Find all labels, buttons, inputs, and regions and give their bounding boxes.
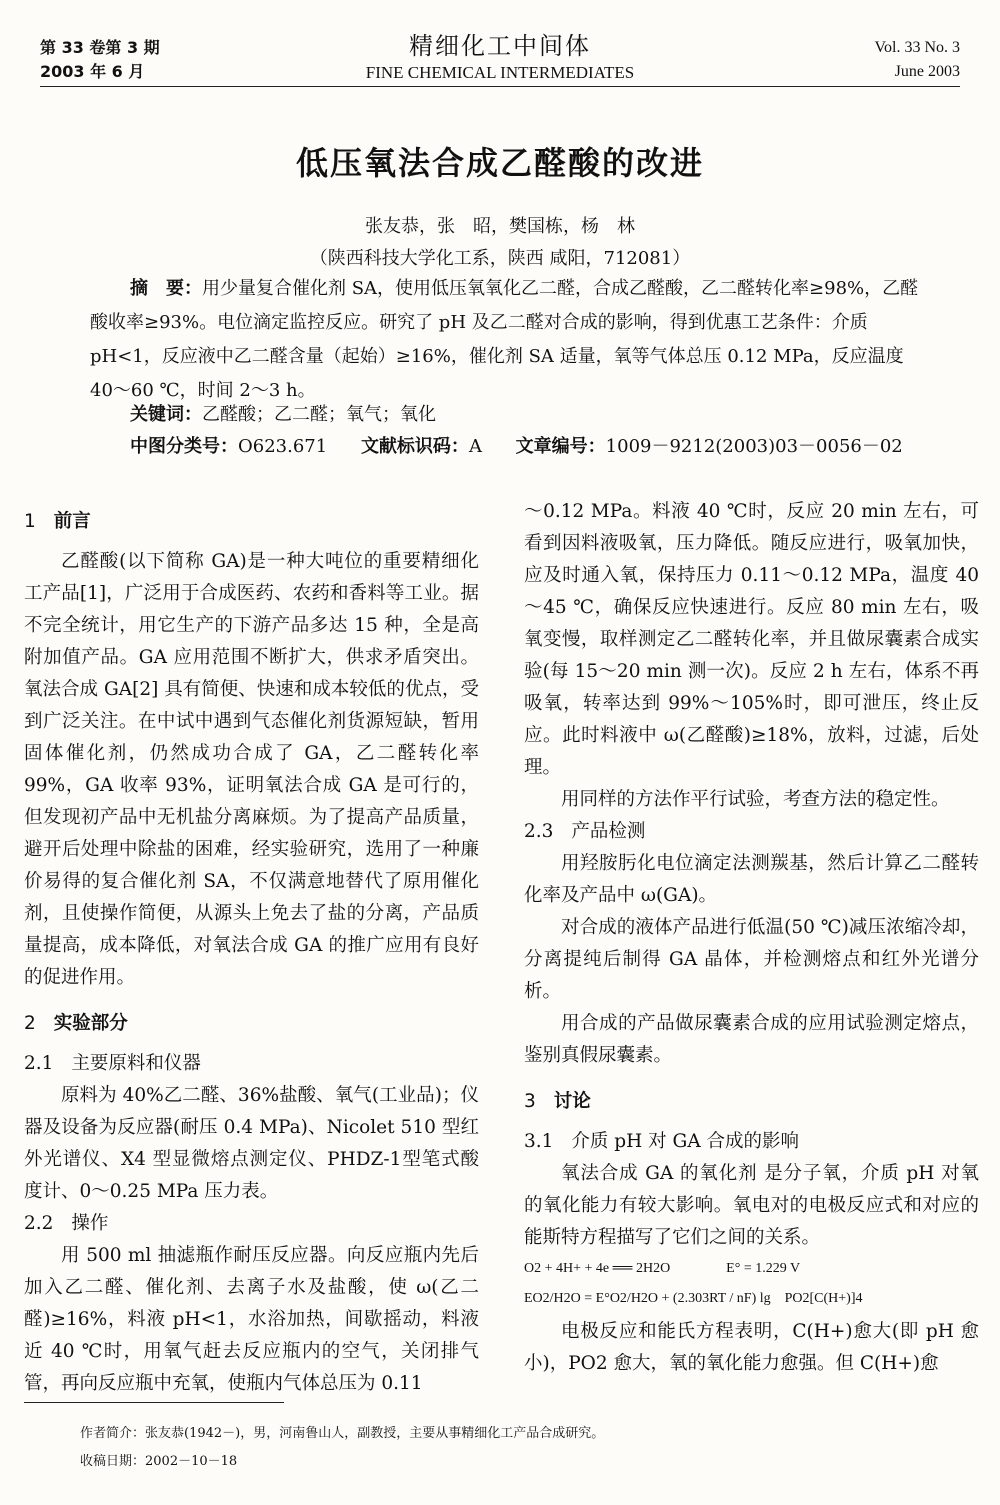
paragraph: 用合成的产品做尿囊素合成的应用试验测定熔点，鉴别真假尿囊素。	[524, 1013, 979, 1066]
subsection-heading: 3.1 介质 pH 对 GA 合成的影响	[524, 1131, 800, 1152]
doc-code-label: 文献标识码：	[360, 436, 469, 457]
article-number-label: 文章编号：	[515, 436, 606, 457]
subsection-heading: 2.1 主要原料和仪器	[24, 1053, 201, 1074]
article-title: 低压氧法合成乙醛酸的改进	[295, 144, 704, 182]
footnote	[80, 1420, 604, 1476]
section-heading: 2 实验部分	[24, 1013, 128, 1034]
keywords-text: 乙醛酸；乙二醛；氧气；氧化	[202, 404, 436, 425]
affiliation: （陕西科技大学化工系，陕西 咸阳，712081）	[309, 248, 691, 269]
paragraph: 原料为 40%乙二醛、36%盐酸、氧气(工业品)；仪器及设备为反应器(耐压 0.4 MPa)、Nicolet 510 型红外光谱仪、X4 型显微熔点测定仪、PHDZ-1型笔式酸度计、0～0.25 MPa 压力表。	[24, 1085, 479, 1202]
paragraph: ～0.12 MPa。料液 40 ℃时，反应 20 min 左右，可看到因料液吸氧，压力降低。随反应进行，吸氧加快，应及时通入氧，保持压力 0.11～0.12 MPa，温度 40～45 ℃，确保反应快速进行。反应 80 min 左右，吸氧变慢，取样测定乙二醛转化率，并且做尿囊素合成实验(每 15～20 min 测一次)。反应 2 h 左右，体系不再吸氧，转率达到 99%～105%时，即可泄压，终止反应。此时料液中 ω(乙醛酸)≥18%，放料，过滤，后处理。	[524, 501, 979, 778]
volume-cn: 第 33 卷第 3 期	[40, 38, 160, 57]
paragraph: 电极反应和能氏方程表明，C(H+)愈大(即 pH 愈小)，PO2 愈大，氧的氧化能力愈强。但 C(H+)愈	[524, 1321, 979, 1374]
keywords	[130, 402, 436, 428]
volume-en: Vol. 33 No. 3	[874, 39, 960, 56]
section-heading: 3 讨论	[524, 1091, 591, 1112]
journal-name	[320, 26, 680, 83]
journal-title-en: FINE CHEMICAL INTERMEDIATES	[365, 63, 635, 82]
equation-electrode-reaction: O2 + 4H+ + 4e ══ 2H2O E° = 1.229 V	[524, 1261, 801, 1276]
left-column	[24, 496, 479, 1400]
paragraph: 乙醛酸(以下简称 GA)是一种大吨位的重要精细化工产品[1]，广泛用于合成医药、农药和香料等工业。据不完全统计，用它生产的下游产品多达 15 种，全是高附加值产品。GA 应用范围不断扩大，供求矛盾突出。氧法合成 GA[2] 具有简便、快速和成本较低的优点，受到广泛关注。在中试中遇到气态催化剂货源短缺，暂用固体催化剂，仍然成功合成了 GA，乙二醛转化率 99%，GA 收率 93%，证明氧法合成 GA 是可行的，但发现初产品中无机盐分离麻烦。为了提高产品质量，避开后处理中除盐的困难，经实验研究，选用了一种廉价易得的复合催化剂 SA，不仅满意地替代了原用催化剂，且使操作简便，从源头上免去了盐的分离，产品质量提高，成本降低，对氧法合成 GA 的推广应用有良好的促进作用。	[24, 551, 479, 988]
author-bio: 作者简介：张友恭(1942－)，男，河南鲁山人，副教授，主要从事精细化工产品合成研究。	[80, 1426, 605, 1441]
date-cn: 2003 年 6 月	[40, 62, 145, 81]
clc-code: O623.671	[238, 436, 328, 457]
clc-label: 中图分类号：	[130, 436, 238, 457]
subsection-heading: 2.3 产品检测	[524, 821, 646, 842]
doc-code: A	[468, 436, 482, 457]
section-heading: 1 前言	[24, 511, 91, 532]
subsection-heading: 2.2 操作	[24, 1213, 109, 1234]
authors: 张友恭，张 昭，樊国栋，杨 林	[365, 216, 635, 237]
article-number: 1009－9212(2003)03－0056－02	[605, 436, 903, 457]
abstract-text: 用少量复合催化剂 SA，使用低压氧氧化乙二醛，合成乙醛酸，乙二醛转化率≥98%，乙醛酸收率≥93%。电位滴定监控反应。研究了 pH 及乙二醛对合成的影响，得到优惠工艺条件：介质 pH<1，反应液中乙二醛含量（起始）≥16%，催化剂 SA 适量，氧等气体总压 0.12 MPa，反应温度 40～60 ℃，时间 2～3 h。	[90, 278, 919, 401]
journal-title-cn: 精细化工中间体	[409, 32, 591, 60]
footnote-rule	[24, 1402, 284, 1403]
received-date: 收稿日期：2002－10－18	[80, 1454, 238, 1469]
header-rule	[40, 86, 960, 87]
paragraph: 用羟胺肟化电位滴定法测羰基，然后计算乙二醛转化率及产品中 ω(GA)。	[524, 853, 979, 906]
right-column	[524, 496, 979, 1380]
issue-info-cn	[40, 36, 160, 84]
issue-info-en	[875, 36, 961, 84]
paragraph: 用同样的方法作平行试验，考查方法的稳定性。	[561, 789, 950, 810]
keywords-label: 关键词：	[130, 404, 202, 425]
paragraph: 对合成的液体产品进行低温(50 ℃)减压浓缩冷却，分离提纯后制得 GA 晶体，并检测熔点和红外光谱分析。	[524, 917, 979, 1002]
equation-nernst: EO2/H2O = E°O2/H2O + (2.303RT / nF) lg PO2[C(H+)]4	[524, 1291, 863, 1306]
paragraph: 氧法合成 GA 的氧化剂 是分子氧，介质 pH 对氧的氧化能力有较大影响。氧电对的电极反应式和对应的能斯特方程描写了它们之间的关系。	[524, 1163, 979, 1248]
classification-line	[130, 434, 931, 460]
abstract-label: 摘 要：	[130, 278, 202, 299]
date-en: June 2003	[894, 63, 960, 80]
abstract	[90, 272, 930, 408]
paragraph: 用 500 ml 抽滤瓶作耐压反应器。向反应瓶内先后加入乙二醛、催化剂、去离子水及盐酸，使 ω(乙二醛)≥16%，料液 pH<1，水浴加热，间歇摇动，料液近 40 ℃时，用氧气赶去反应瓶内的空气，关闭排气管，再向反应瓶中充氧，使瓶内气体总压为 0.11	[24, 1245, 479, 1394]
